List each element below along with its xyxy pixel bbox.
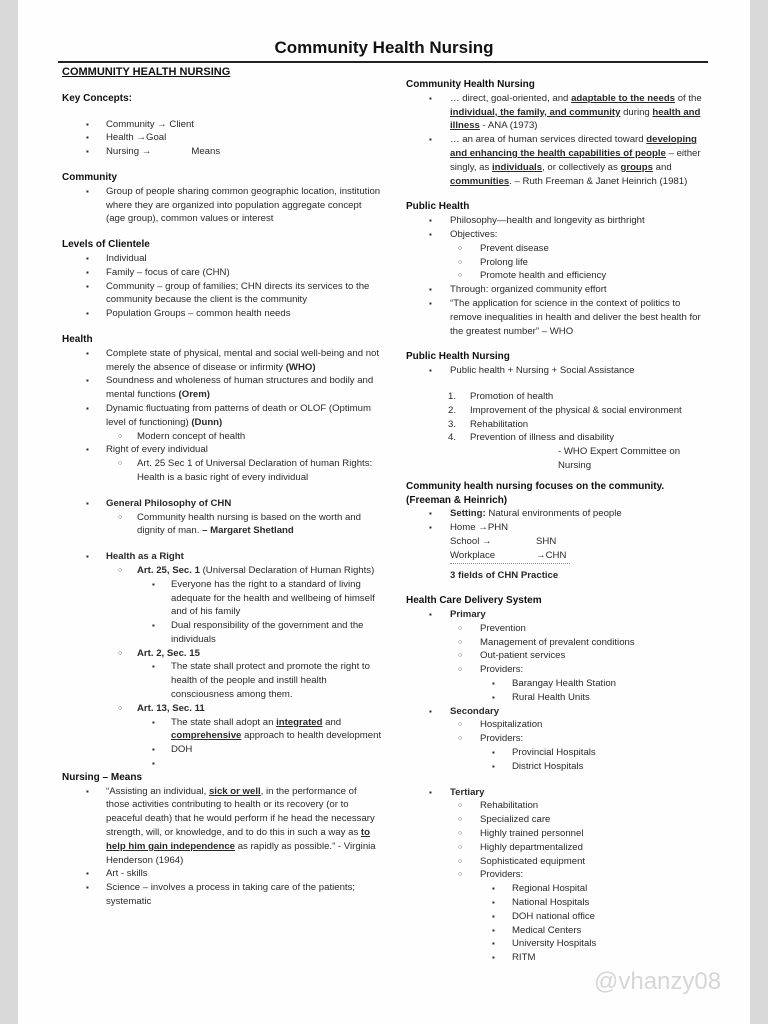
left-column	[62, 66, 382, 909]
tertiary-item: ○ Highly departmentalized	[406, 841, 706, 855]
health-def-who	[62, 347, 382, 375]
focus-heading: Community health nursing focuses on the community. (Freeman & Heinrich)	[406, 480, 665, 506]
chn-label: →CHN	[536, 549, 567, 561]
art-desc: (Universal Declaration of Human Rights)	[202, 564, 375, 576]
tertiary-item: ○ Rehabilitation	[406, 799, 706, 813]
watermark: @vhanzy08	[594, 968, 722, 995]
focus-setting	[406, 507, 706, 521]
text-run: as rapidly as possible.” - Virginia Henderson (1964)	[106, 840, 376, 866]
main-heading: COMMUNITY HEALTH NURSING	[62, 66, 231, 78]
phn-source: - WHO Expert Committee on Nursing	[558, 446, 681, 471]
ph-objective: ○ Prevent disease	[406, 242, 706, 256]
ph-objective: ○ Prolong life	[406, 256, 706, 270]
public-health-heading: Public Health	[406, 201, 470, 213]
focus-school	[406, 535, 706, 549]
tertiary-provider: ▪ University Hospitals	[406, 937, 706, 951]
art2-item: ▪ The state shall protect and promote the right to health of the people and instill health consciousness among them.	[62, 660, 382, 701]
emphasis: individuals	[491, 161, 543, 173]
health-def-text: Soundness and wholeness of human structures and bodily and mental functions	[106, 375, 374, 401]
ph-objective: ○ Promote health and efficiency	[406, 269, 706, 283]
text-run: … direct, goal-oriented, and	[450, 92, 569, 104]
chn-heading: Community Health Nursing	[406, 79, 535, 90]
health-def-dunn	[62, 402, 382, 430]
emphasis-integrated: integrated	[276, 716, 323, 728]
emphasis: developing and enhancing the health capabilities of people	[450, 134, 697, 159]
page-title: Community Health Nursing	[274, 38, 494, 57]
text-run: of the	[677, 92, 702, 104]
art13-sec11: ○ Art. 13, Sec. 11	[62, 702, 382, 716]
hcds-heading: Health Care Delivery System	[406, 595, 542, 607]
tertiary-item: ○ Providers:	[406, 868, 706, 882]
philosophy-author: – Margaret Shetland	[202, 525, 294, 537]
health-def-text: Complete state of physical, mental and social well-being and not merely the absence of disease or infirmity	[106, 347, 380, 373]
tertiary-item: ○ Specialized care	[406, 813, 706, 827]
fields-heading: 3 fields of CHN Practice	[450, 569, 559, 581]
text-run: , in the performance of those activities contributing to health or its recovery (or to peaceful death) that he would perform if he head the necessary strength, will, or knowledge, and to do this in such a way as	[106, 785, 375, 839]
emphasis: communities	[450, 175, 510, 187]
item-number: 3.	[448, 418, 457, 430]
health-def-source: (Orem)	[178, 389, 210, 401]
art25-udhr: ○ Art. 25 Sec 1 of Universal Declaration of human Rights: Health is a basic right of every individual	[62, 457, 382, 485]
key-concept-item	[62, 145, 382, 159]
tertiary-provider: ▪ Regional Hospital	[406, 882, 706, 896]
shn-label: SHN	[536, 535, 557, 547]
emphasis-comprehensive: comprehensive	[171, 730, 242, 742]
item-text: Promotion of health	[470, 390, 554, 402]
philosophy-text	[62, 511, 382, 539]
secondary-provider: ▪ District Hospitals	[406, 760, 706, 774]
art25-item: ▪ Dual responsibility of the government and the individuals	[62, 619, 382, 647]
health-heading: Health	[62, 333, 93, 345]
item-number: 2.	[448, 404, 457, 416]
primary-item: ○ Prevention	[406, 622, 706, 636]
key-concepts-heading: Key Concepts:	[62, 92, 133, 104]
health-right-heading: ▪ Health as a Right	[62, 550, 382, 564]
emphasis: health and illness	[450, 106, 701, 132]
levels-heading: Levels of Clientele	[62, 239, 150, 251]
freeman-definition	[406, 133, 706, 188]
ana-definition	[406, 92, 706, 133]
primary-item: ○ Providers:	[406, 663, 706, 677]
secondary-provider: ▪ Provincial Hospitals	[406, 746, 706, 760]
art25-item: ▪ Everyone has the right to a standard of living adequate for the health and wellbeing of himself and of his family	[62, 578, 382, 619]
art-label: Art. 25, Sec. 1	[137, 564, 200, 576]
key-concept-item: ▪ Community → Client	[62, 118, 382, 132]
text-run: “Assisting an individual,	[106, 785, 207, 797]
primary-item: ○ Out-patient services	[406, 649, 706, 663]
key-concept-nursing: Nursing →	[106, 146, 152, 158]
phn-formula: ▪ Public health + Nursing + Social Assistance	[406, 364, 706, 378]
doh-item: ▪ DOH	[62, 743, 382, 757]
school-label: School →	[450, 535, 492, 547]
primary-provider: ▪ Barangay Health Station	[406, 677, 706, 691]
tertiary-provider: ▪ National Hospitals	[406, 896, 706, 910]
text-run: , or collectively as	[542, 161, 618, 173]
primary-heading: ▪ Primary	[406, 608, 706, 622]
setting-text: Natural environments of people	[488, 508, 622, 520]
tertiary-provider: ▪ DOH national office	[406, 910, 706, 924]
setting-label: Setting:	[450, 508, 486, 520]
phn-numbered-item	[406, 418, 706, 432]
ph-through: ▪ Through: organized community effort	[406, 283, 706, 297]
secondary-heading: ▪ Secondary	[406, 705, 706, 719]
health-def-source: (WHO)	[285, 361, 316, 373]
workplace-label: Workplace	[450, 549, 496, 561]
science-item: ▪ Science – involves a process in taking care of the patients; systematic	[62, 881, 382, 909]
ph-objectives: ▪ Objectives:	[406, 228, 706, 242]
item-number: 1.	[448, 390, 457, 402]
level-item: ▪ Individual	[62, 252, 382, 266]
henderson-quote	[62, 785, 382, 868]
item-text: Prevention of illness and disability	[470, 432, 614, 444]
text-run: The state shall adopt an	[171, 716, 274, 728]
text-run: … an area of human services directed toward	[450, 134, 644, 146]
text-run: and	[325, 716, 342, 728]
ph-philosophy: ▪ Philosophy—health and longevity as birthright	[406, 214, 706, 228]
emphasis-independence: to help him gain independence	[106, 827, 370, 852]
text-run: . – Ruth Freeman & Janet Heinrich (1981)	[509, 175, 688, 187]
art13-item	[62, 716, 382, 744]
focus-workplace	[406, 549, 706, 563]
primary-provider: ▪ Rural Health Units	[406, 691, 706, 705]
health-def-text: Dynamic fluctuating from patterns of death or OLOF (Optimum level of functioning)	[106, 402, 371, 428]
level-item: ▪ Family – focus of care (CHN)	[62, 266, 382, 280]
primary-item: ○ Management of prevalent conditions	[406, 636, 706, 650]
tertiary-item: ○ Highly trained personnel	[406, 827, 706, 841]
philosophy-body: Community health nursing is based on the worth and dignity of man.	[137, 511, 361, 537]
modern-concept: ○ Modern concept of health	[62, 430, 382, 444]
key-concept-means: Means	[191, 146, 221, 158]
emphasis: individual, the family, and community	[450, 106, 621, 118]
tertiary-provider: ▪ RITM	[406, 951, 706, 965]
phn-numbered-item	[406, 404, 706, 418]
text-run: and	[655, 161, 672, 173]
item-number: 4.	[448, 432, 457, 444]
level-item: ▪ Community – group of families; CHN directs its services to the community because the client is the community	[62, 280, 382, 308]
empty-bullet	[62, 757, 382, 771]
tertiary-heading: ▪ Tertiary	[406, 786, 706, 800]
text-run: approach to health development	[244, 730, 382, 742]
title-rule	[58, 61, 708, 63]
phn-heading: Public Health Nursing	[406, 351, 510, 363]
focus-home: ▪ Home →PHN	[406, 521, 706, 535]
emphasis: groups	[620, 161, 653, 173]
secondary-item: ○ Hospitalization	[406, 718, 706, 732]
art-skills: ▪ Art - skills	[62, 867, 382, 881]
emphasis: adaptable to the needs	[571, 92, 676, 104]
community-heading: Community	[62, 171, 117, 183]
tertiary-item: ○ Sophisticated equipment	[406, 855, 706, 869]
art25-sec1	[62, 564, 382, 578]
emphasis-sick-or-well: sick or well	[208, 785, 261, 797]
community-definition: ▪ Group of people sharing common geographic location, institution where they are organized into population aggregate concept (age group), common values or interest	[62, 185, 382, 226]
health-def-source: (Dunn)	[191, 416, 223, 428]
text-run: – either singly, as	[450, 147, 701, 173]
text-run: during	[623, 106, 650, 118]
secondary-item: ○ Providers:	[406, 732, 706, 746]
item-text: Improvement of the physical & social environment	[470, 404, 682, 416]
level-item: ▪ Population Groups – common health needs	[62, 307, 382, 321]
key-concept-item: ▪ Health →Goal	[62, 131, 382, 145]
health-def-orem	[62, 374, 382, 402]
philosophy-heading: ▪ General Philosophy of CHN	[62, 497, 382, 511]
ph-quote: ▪ “The application for science in the context of politics to remove inequalities in health and deliver the best health for the greatest number” – WHO	[406, 297, 706, 338]
nursing-means-heading: Nursing – Means	[62, 771, 143, 783]
phn-numbered-item	[406, 390, 706, 404]
art2-sec15: ○ Art. 2, Sec. 15	[62, 647, 382, 661]
tertiary-provider: ▪ Medical Centers	[406, 924, 706, 938]
item-text: Rehabilitation	[470, 418, 529, 430]
right-column	[406, 78, 706, 965]
health-right: ▪ Right of every individual	[62, 443, 382, 457]
text-run: - ANA (1973)	[482, 120, 538, 132]
phn-numbered-item	[406, 431, 706, 445]
